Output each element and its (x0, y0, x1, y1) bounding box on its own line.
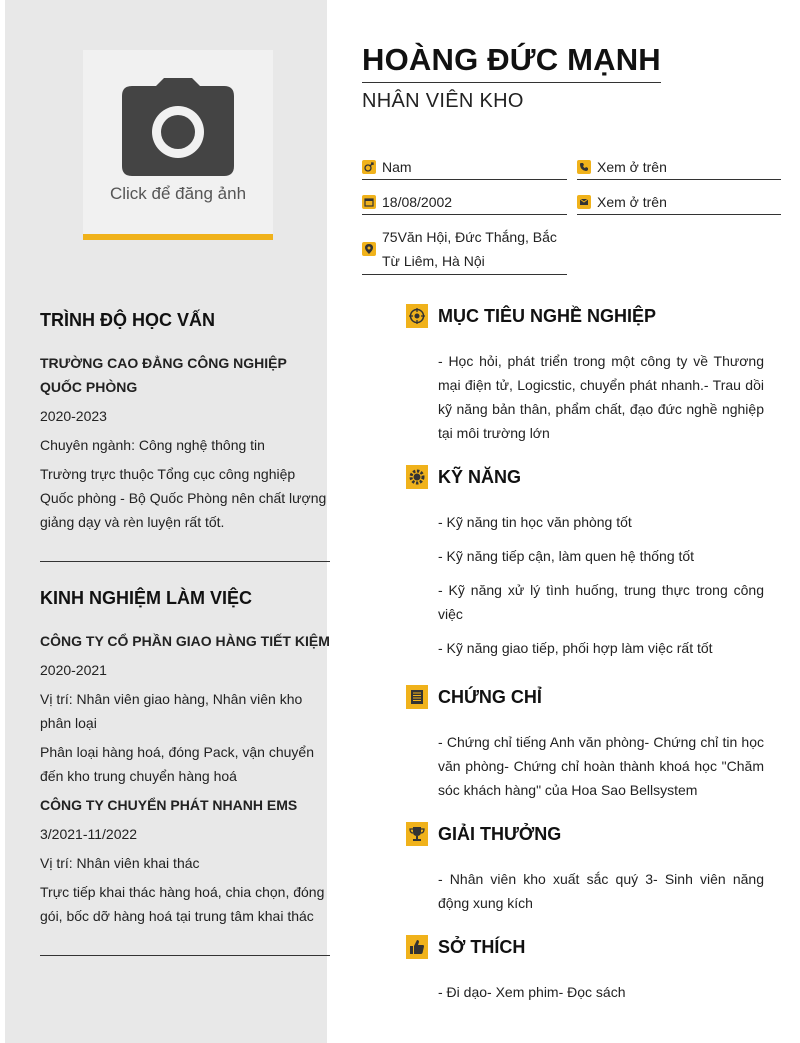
gender-value: Nam (382, 159, 412, 175)
email-icon (577, 195, 591, 209)
awards-section-title: GIẢI THƯỞNG (438, 824, 562, 844)
education-period: 2020-2023 (40, 408, 107, 424)
hobbies-text: - Đi dạo- Xem phim- Đọc sách (438, 984, 626, 1000)
certificates-text: - Chứng chỉ tiếng Anh văn phòng- Chứng chỉ tin học văn phòng- Chứng chỉ hoàn thành khoá học "Chăm sóc khách hàng" của Hoa Sao Bellsystem (438, 734, 764, 798)
certificate-icon (406, 685, 428, 709)
job-position: Vị trí: Nhân viên giao hàng, Nhân viên kho phân loại (40, 691, 303, 731)
phone-value: Xem ở trên (597, 159, 667, 175)
location-icon (362, 242, 376, 256)
skill-item: - Kỹ năng xử lý tình huống, trung thực trong công việc (438, 582, 764, 622)
email-value: Xem ở trên (597, 194, 667, 210)
job-period: 2020-2021 (40, 662, 107, 678)
gear-icon (406, 465, 428, 489)
objective-section-title: MỤC TIÊU NGHỀ NGHIỆP (438, 306, 657, 326)
awards-text: - Nhân viên kho xuất sắc quý 3- Sinh viên năng động xung kích (438, 871, 764, 911)
calendar-icon (362, 195, 376, 209)
education-description: Trường trực thuộc Tổng cục công nghiệp Quốc phòng - Bộ Quốc Phòng nên chất lượng giảng dạy và rèn luyện rất tốt. (40, 466, 327, 530)
skills-section-title: KỸ NĂNG (438, 467, 522, 487)
thumbs-up-icon (406, 935, 428, 959)
job-period: 3/2021-11/2022 (40, 826, 138, 842)
job-description: Trực tiếp khai thác hàng hoá, chia chọn, đóng gói, bốc dỡ hàng hoá tại trung tâm khai thác (40, 884, 325, 924)
email-field[interactable] (577, 190, 781, 215)
objective-text: - Học hỏi, phát triển trong một công ty về Thương mại điện tử, Logicstic, chuyển phát nhanh.- Trau dồi kỹ năng bản thân, phẩm chất, đạo đức nghề nghiệp tại môi trường lớn (438, 353, 764, 441)
certificates-section-title: CHỨNG CHỈ (438, 687, 542, 707)
education-section-title: TRÌNH ĐỘ HỌC VẤN (40, 310, 215, 330)
experience-section-title: KINH NGHIỆM LÀM VIỆC (40, 588, 253, 608)
divider (40, 561, 330, 562)
target-icon (406, 304, 428, 328)
gender-icon (362, 160, 376, 174)
address-field[interactable] (362, 225, 567, 275)
phone-field[interactable] (577, 155, 781, 180)
birthday-value: 18/08/2002 (382, 194, 453, 210)
job-position: Vị trí: Nhân viên khai thác (40, 855, 200, 871)
job-company: CÔNG TY CỔ PHẦN GIAO HÀNG TIẾT KIỆM (40, 633, 330, 649)
candidate-name: HOÀNG ĐỨC MẠNH (362, 42, 661, 83)
hobbies-section-title: SỞ THÍCH (438, 937, 526, 957)
job-description: Phân loại hàng hoá, đóng Pack, vận chuyển đến kho trung chuyển hàng hoá (40, 744, 314, 784)
education-major: Chuyên ngành: Công nghệ thông tin (40, 437, 265, 453)
avatar-upload-label: Click để đăng ảnh (109, 184, 247, 203)
education-school: TRƯỜNG CAO ĐẲNG CÔNG NGHIỆP QUỐC PHÒNG (40, 355, 287, 395)
address-value: 75Văn Hội, Đức Thắng, Bắc Từ Liêm, Hà Nội (382, 229, 557, 269)
camera-icon (120, 76, 236, 176)
skill-item: - Kỹ năng tiếp cận, làm quen hệ thống tốt (438, 548, 695, 564)
birthday-field[interactable] (362, 190, 567, 215)
skills-list (438, 510, 764, 670)
experience-section (40, 629, 330, 933)
avatar-upload[interactable] (83, 50, 273, 240)
job-company: CÔNG TY CHUYỂN PHÁT NHANH EMS (40, 797, 298, 813)
skill-item: - Kỹ năng giao tiếp, phối hợp làm việc rất tốt (438, 640, 713, 656)
candidate-job-title: NHÂN VIÊN KHO (362, 90, 524, 112)
trophy-icon (406, 822, 428, 846)
education-section (40, 351, 330, 539)
divider (40, 955, 330, 956)
gender-field[interactable] (362, 155, 567, 180)
phone-icon (577, 160, 591, 174)
skill-item: - Kỹ năng tin học văn phòng tốt (438, 514, 632, 530)
